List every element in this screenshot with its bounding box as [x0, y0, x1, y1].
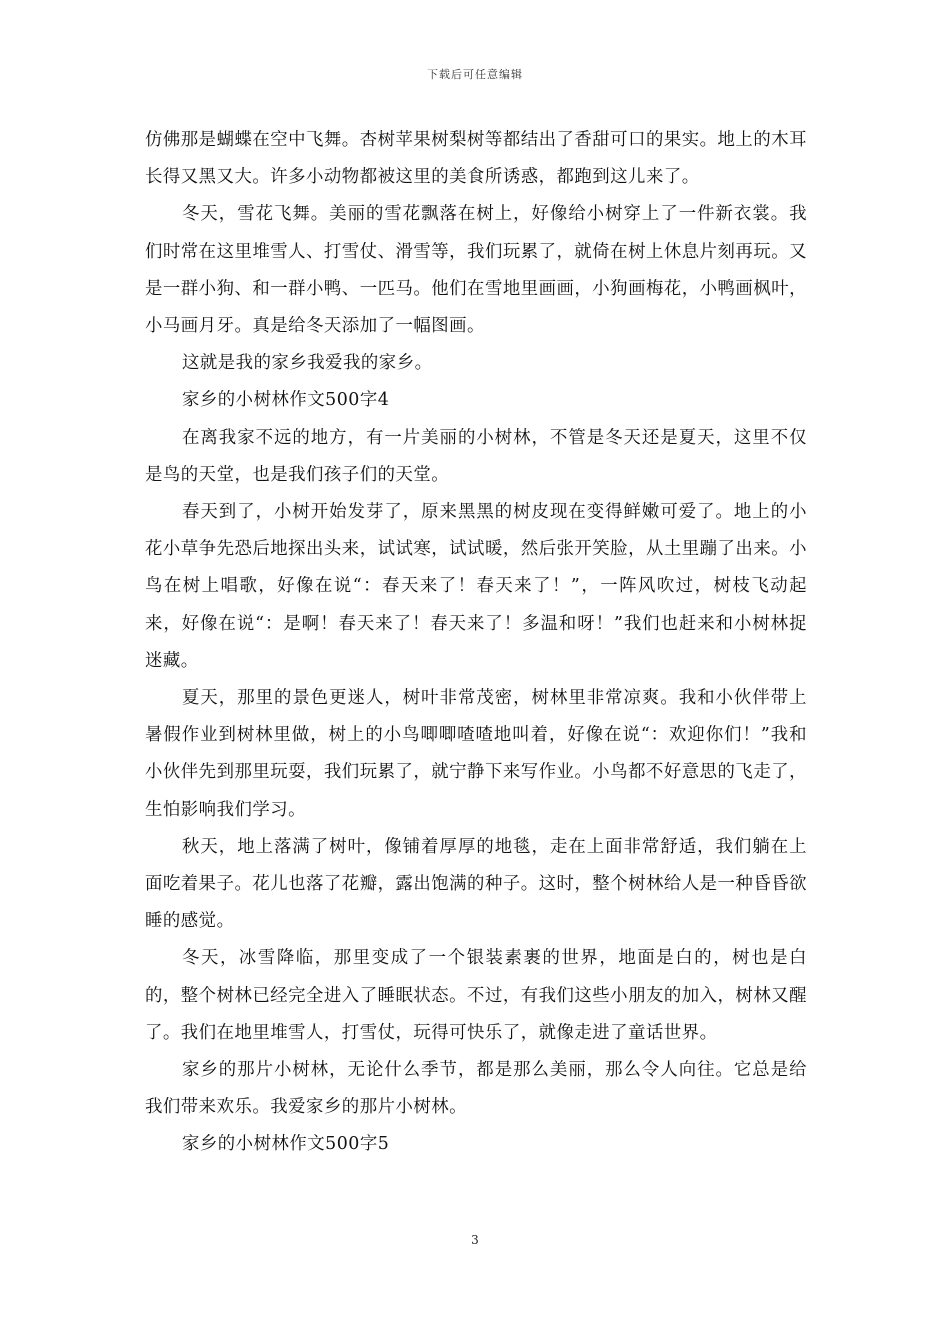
- page-header: 下载后可任意编辑: [427, 68, 523, 81]
- section-heading: 家乡的小树林作文500字5: [182, 1134, 390, 1155]
- paragraph: 仿佛那是蝴蝶在空中飞舞。杏树苹果树梨树等都结出了香甜可口的果实。地上的木耳长得又黑又大。许多小动物都被这里的美食所诱惑，都跑到这儿来了。: [145, 130, 807, 188]
- paragraph: 在离我家不远的地方，有一片美丽的小树林，不管是冬天还是夏天，这里不仅是鸟的天堂，也是我们孩子们的天堂。: [145, 427, 807, 485]
- paragraph: 冬天，冰雪降临，那里变成了一个银装素裹的世界，地面是白的，树也是白的，整个树林已经完全进入了睡眠状态。不过，有我们这些小朋友的加入，树林又醒了。我们在地里堆雪人，打雪仗，玩得可快乐了，就像走进了童话世界。: [145, 948, 807, 1043]
- paragraph: 这就是我的家乡我爱我的家乡。: [182, 353, 433, 374]
- section-heading: 家乡的小树林作文500字4: [182, 390, 390, 411]
- document-body: [145, 122, 807, 1164]
- paragraph: 冬天，雪花飞舞。美丽的雪花飘落在树上，好像给小树穿上了一件新衣裳。我们时常在这里堆雪人、打雪仗、滑雪等，我们玩累了，就倚在树上休息片刻再玩。又是一群小狗、和一群小鸭、一匹马。他们在雪地里画画，小狗画梅花，小鸭画枫叶，小马画月牙。真是给冬天添加了一幅图画。: [145, 204, 807, 337]
- paragraph: 家乡的那片小树林，无论什么季节，都是那么美丽，那么令人向往。它总是给我们带来欢乐。我爱家乡的那片小树林。: [145, 1060, 807, 1118]
- paragraph: 秋天，地上落满了树叶，像铺着厚厚的地毯，走在上面非常舒适，我们躺在上面吃着果子。花儿也落了花瓣，露出饱满的种子。这时，整个树林给人是一种昏昏欲睡的感觉。: [145, 836, 807, 932]
- page-number: 3: [471, 1233, 479, 1247]
- paragraph: 夏天，那里的景色更迷人，树叶非常茂密，树林里非常凉爽。我和小伙伴带上暑假作业到树林里做，树上的小鸟唧唧喳喳地叫着，好像在说“：欢迎你们！”我和小伙伴先到那里玩耍，我们玩累了，就宁静下来写作业。小鸟都不好意思的飞走了，生怕影响我们学习。: [145, 688, 807, 820]
- paragraph: 春天到了，小树开始发芽了，原来黑黑的树皮现在变得鲜嫩可爱了。地上的小花小草争先恐后地探出头来，试试寒，试试暖，然后张开笑脸，从土里蹦了出来。小鸟在树上唱歌，好像在说“：春天来了！春天来了！”，一阵风吹过，树枝飞动起来，好像在说“：是啊！春天来了！春天来了！多温和呀！”我们也赶来和小树林捉迷藏。: [145, 502, 807, 671]
